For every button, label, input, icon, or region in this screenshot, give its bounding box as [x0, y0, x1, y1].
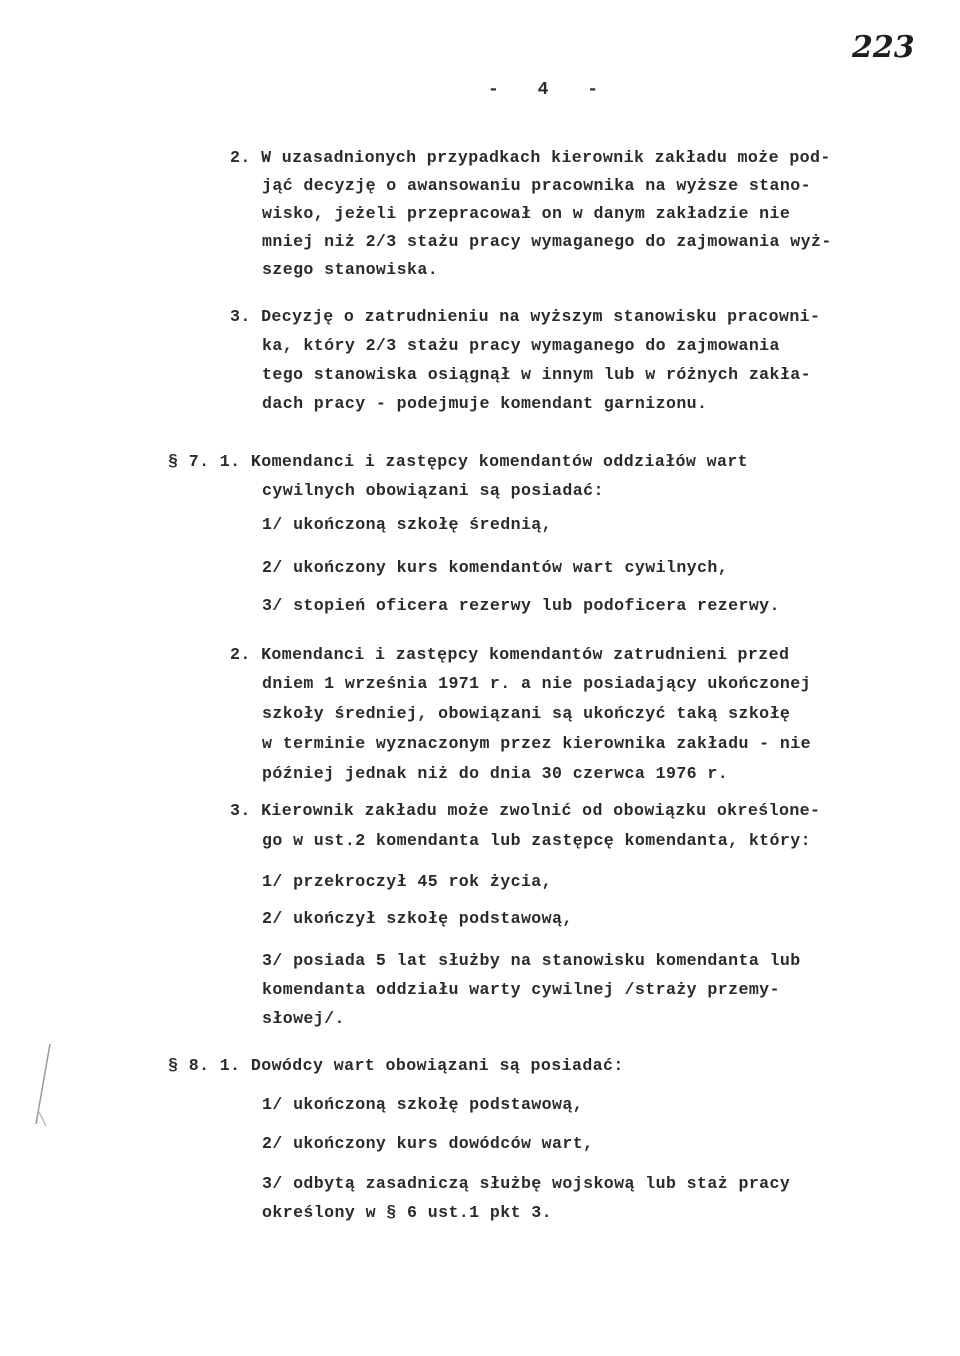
list-item: komendanta oddziału warty cywilnej /straży przemy-	[262, 980, 780, 999]
text-line: szego stanowiska.	[262, 260, 439, 279]
section-heading: § 8. 1. Dowódcy wart obowiązani są posiadać:	[168, 1056, 624, 1075]
margin-pencil-mark	[28, 1040, 58, 1130]
list-item: 1/ ukończoną szkołę średnią,	[262, 515, 553, 534]
page-number: - 4 -	[488, 80, 613, 100]
section-heading: § 7. 1. Komendanci i zastępcy komendantów oddziałów wart	[168, 452, 749, 471]
list-item: 3/ stopień oficera rezerwy lub podoficera rezerwy.	[262, 596, 780, 615]
list-item: 1/ przekroczył 45 rok życia,	[262, 872, 553, 891]
text-line: tego stanowiska osiągnął w innym lub w różnych zakła-	[262, 365, 811, 384]
text-line: jąć decyzję o awansowaniu pracownika na wyższe stano-	[262, 176, 811, 195]
list-item: 2/ ukończył szkołę podstawową,	[262, 909, 573, 928]
text-line: go w ust.2 komendanta lub zastępcę komendanta, który:	[262, 831, 811, 850]
text-line: dniem 1 września 1971 r. a nie posiadający ukończonej	[262, 674, 811, 693]
text-line: szkoły średniej, obowiązani są ukończyć taką szkołę	[262, 704, 791, 723]
list-item: 3/ odbytą zasadniczą służbę wojskową lub staż pracy	[262, 1174, 791, 1193]
text-line: cywilnych obowiązani są posiadać:	[262, 481, 604, 500]
text-line: w terminie wyznaczonym przez kierownika zakładu - nie	[262, 734, 811, 753]
text-line: 3. Decyzję o zatrudnieniu na wyższym stanowisku pracowni-	[230, 307, 821, 326]
text-line: ka, który 2/3 stażu pracy wymaganego do zajmowania	[262, 336, 780, 355]
list-item: 2/ ukończony kurs dowódców wart,	[262, 1134, 594, 1153]
list-item: 3/ posiada 5 lat służby na stanowisku komendanta lub	[262, 951, 801, 970]
list-item: 2/ ukończony kurs komendantów wart cywilnych,	[262, 558, 729, 577]
text-line: wisko, jeżeli przepracował on w danym zakładzie nie	[262, 204, 791, 223]
text-line: 2. Komendanci i zastępcy komendantów zatrudnieni przed	[230, 645, 790, 664]
list-item: słowej/.	[262, 1009, 345, 1028]
list-item: 1/ ukończoną szkołę podstawową,	[262, 1095, 584, 1114]
list-item: określony w § 6 ust.1 pkt 3.	[262, 1203, 553, 1222]
text-line: dach pracy - podejmuje komendant garnizonu.	[262, 394, 708, 413]
text-line: 3. Kierownik zakładu może zwolnić od obowiązku określone-	[230, 801, 821, 820]
text-line: mniej niż 2/3 stażu pracy wymaganego do zajmowania wyż-	[262, 232, 832, 251]
text-line: później jednak niż do dnia 30 czerwca 1976 r.	[262, 764, 729, 783]
handwritten-page-number: 223	[852, 30, 915, 65]
text-line: 2. W uzasadnionych przypadkach kierownik zakładu może pod-	[230, 148, 831, 167]
